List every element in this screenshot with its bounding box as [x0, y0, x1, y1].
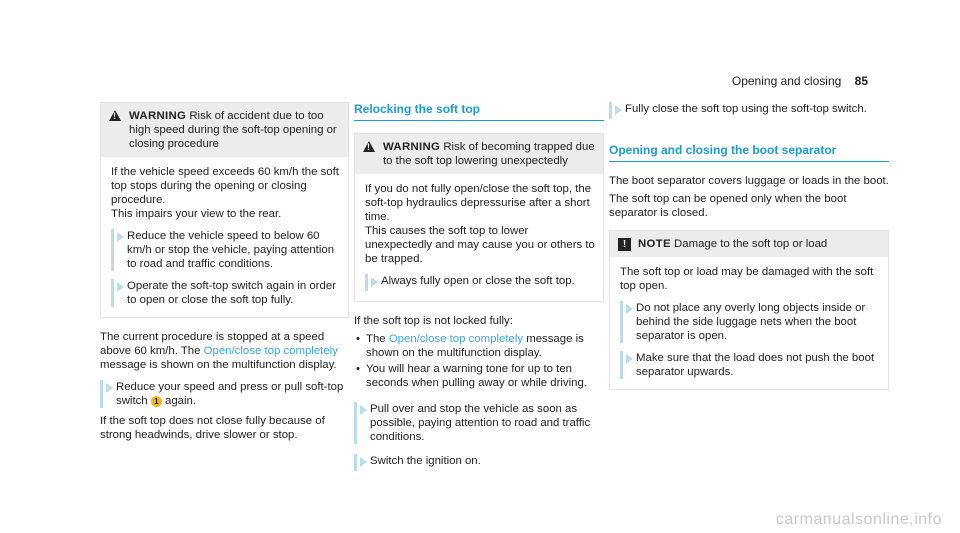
- instruction-step: [100, 380, 349, 408]
- step-text: Operate the soft-top switch again in order to open or close the soft top fully.: [127, 280, 336, 306]
- step-arrow-icon: [626, 354, 633, 364]
- warning-box-speed: [100, 102, 349, 318]
- list-item: [366, 332, 604, 360]
- warning-icon: [109, 110, 121, 121]
- warning-header: [101, 103, 348, 157]
- instruction-step: [620, 301, 880, 343]
- paragraph-text: message is shown on the multifunction display.: [100, 359, 337, 371]
- instruction-step: [354, 402, 604, 444]
- section-title: Opening and closing the boot separator: [609, 143, 889, 162]
- section-name: Opening and closing: [731, 74, 842, 88]
- step-text: Always fully open or close the soft top.: [381, 275, 575, 287]
- page-header: [732, 74, 868, 88]
- list-item: • You will hear a warning tone for up to ten seconds when pulling away or while driving.: [366, 362, 604, 390]
- note-icon: !: [618, 238, 631, 251]
- warning-box-trapped: [354, 133, 604, 302]
- step-arrow-icon: [615, 105, 622, 115]
- warning-title: Risk of accident due to too high speed during the soft-top opening or closing procedure: [129, 110, 337, 150]
- paragraph: If the soft top is not locked fully:: [354, 315, 513, 327]
- step-arrow-icon: [360, 405, 367, 415]
- instruction-step: [111, 279, 340, 307]
- display-message-link[interactable]: Open/close top completely: [203, 345, 338, 357]
- instruction-step: [620, 351, 880, 379]
- page-number: 85: [854, 74, 868, 88]
- warning-title: Risk of becoming trapped due to the soft top lowering unexpectedly: [383, 141, 595, 167]
- step-text: Pull over and stop the vehicle as soon as possible, paying attention to road and traffic conditions.: [370, 403, 591, 443]
- callout-number: 1: [151, 396, 162, 407]
- step-text: Switch the ignition on.: [370, 455, 481, 467]
- column-3: [609, 102, 889, 402]
- list-item-text: The: [366, 333, 386, 345]
- paragraph: The soft top can be opened only when the boot separator is closed.: [609, 193, 847, 219]
- paragraph: [100, 330, 349, 372]
- step-arrow-icon: [371, 277, 378, 287]
- note-desc: The soft top or load may be damaged with the soft top open.: [620, 266, 874, 292]
- warning-desc: If you do not fully open/close the soft top, the soft-top hydraulics depressurise after a short time.: [365, 183, 592, 223]
- instruction-step: [111, 229, 340, 271]
- step-text: Reduce your speed and press or pull soft-top switch: [116, 381, 344, 407]
- step-text: Fully close the soft top using the soft-top switch.: [625, 103, 867, 115]
- column-2: [354, 102, 604, 471]
- warning-desc: If the vehicle speed exceeds 60 km/h the soft top stops during the opening or closing procedure.: [111, 166, 339, 206]
- step-arrow-icon: [106, 383, 113, 393]
- warning-header: [355, 134, 603, 174]
- warning-icon: [363, 141, 375, 152]
- paragraph-text: The current procedure is stopped at a speed above 60 km/h. The: [100, 331, 325, 357]
- section-title: Relocking the soft top: [354, 102, 604, 121]
- list-item-text: message is shown on the multifunction display.: [366, 333, 584, 359]
- note-box: [609, 230, 889, 390]
- step-arrow-icon: [360, 457, 367, 467]
- instruction-step: [365, 274, 595, 291]
- step-arrow-icon: [117, 232, 124, 242]
- note-label: NOTE: [638, 238, 671, 250]
- step-text: again.: [165, 395, 197, 407]
- note-header: [610, 231, 888, 257]
- step-text: Do not place any overly long objects inside or behind the side luggage nets when the boot separator is open.: [636, 302, 866, 342]
- watermark: carmanualsonline.info: [775, 511, 942, 528]
- warning-label: WARNING: [383, 141, 441, 153]
- bullet-list: [354, 332, 604, 390]
- paragraph: The boot separator covers luggage or loads in the boot.: [609, 175, 889, 187]
- display-message-link[interactable]: Open/close top completely: [388, 333, 524, 345]
- step-arrow-icon: [117, 282, 124, 292]
- instruction-step: [609, 102, 889, 119]
- step-text: Make sure that the load does not push the boot separator upwards.: [636, 352, 875, 378]
- warning-desc: This impairs your view to the rear.: [111, 208, 282, 220]
- instruction-step: [354, 454, 604, 471]
- column-1: [100, 102, 349, 446]
- warning-desc: This causes the soft top to lower unexpectedly and may cause you or others to be trapped.: [365, 225, 595, 265]
- note-title: Damage to the soft top or load: [674, 238, 828, 250]
- warning-label: WARNING: [129, 110, 187, 122]
- paragraph: If the soft top does not close fully because of strong headwinds, drive slower or stop.: [100, 415, 325, 441]
- step-text: Reduce the vehicle speed to below 60 km/h or stop the vehicle, paying attention to road and traffic conditions.: [127, 230, 335, 270]
- step-arrow-icon: [626, 304, 633, 314]
